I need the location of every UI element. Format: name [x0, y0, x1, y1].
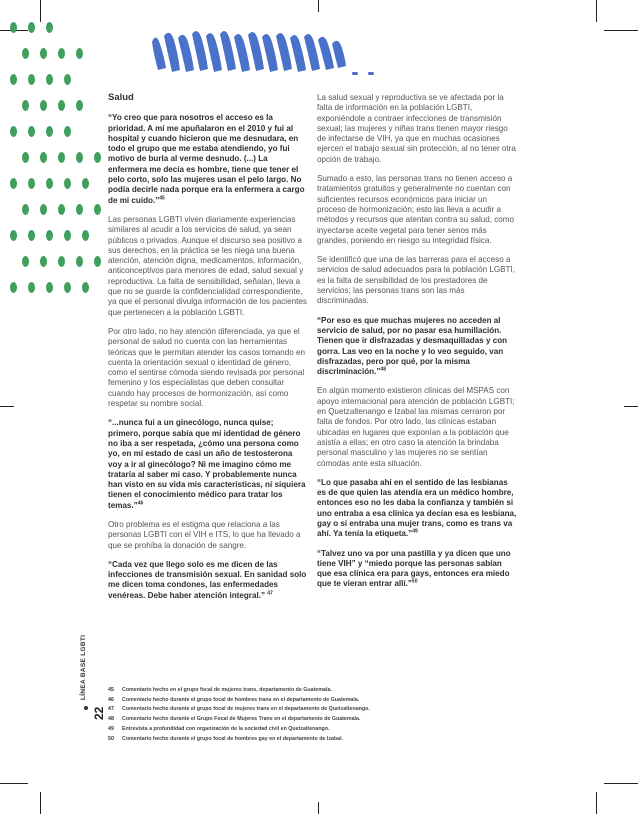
quote-text: “Talvez uno va por una pastilla y ya dicen que uno tiene VIH” y “miedo porque las personas sabían que esa clínica era para gays, entonces era miedo que te vieran entrar allí.”: [317, 548, 511, 589]
body-paragraph: En algún momento existieron clínicas del MSPAS con apoyo internacional para atención de población LGBTI; en Quetzaltenango e Izabal las mismas cerraron por falta de fondos. Por otro lado, las clínicas estaban ubicadas en lugares que exponían a la población que asistía a ellas; en otro caso la atención la brindaba personal masculino y las mujeres no se sentían cómodas ante esta situación.: [317, 386, 515, 468]
sidebar-bullet: [84, 706, 88, 710]
decorative-dot: [64, 282, 71, 293]
quote-paragraph: [317, 316, 517, 378]
footnote-text: Comentario hecho en el grupo focal de mujeres trans, departamento de Guatemala.: [122, 687, 332, 693]
decorative-dot: [28, 178, 35, 189]
decorative-dot: [76, 204, 83, 215]
decorative-dot: [64, 178, 71, 189]
body-paragraph: Las personas LGBTI viven diariamente experiencias similares al acudir a los servicios de salud, ya sean públicos o privados. Aunque el discurso sea positivo a sus derechos, en la práctica se les niega una buena atención, atención digna, medicamentos, información, anticonceptivos para menores de edad, salud sexual y reproductiva. La falta de sensibilidad, señalan, lleva a que no se guarde la confidencialidad correspondiente, ya que el personal divulga información de los pacientes que pertenecen a la población LGBTI.: [108, 214, 307, 317]
decorative-dot-pattern: [0, 0, 110, 310]
footnote-ref: 49: [412, 528, 418, 535]
brush-fragment: [368, 72, 374, 75]
body-paragraph: Sumado a esto, las personas trans no tienen acceso a tratamientos gratuitos y generalmente no cuentan con suficientes recursos económicos para iniciar un proceso de hormonización; esto las lleva a acudir a métodos y recursos que atentan contra su salud, como inyectarse aceite vegetal para tener senos más grandes, poniendo en riesgo su integridad física.: [317, 174, 515, 245]
footnote: [108, 725, 528, 735]
decorative-dot: [22, 204, 29, 215]
decorative-dot: [64, 74, 71, 85]
decorative-dot: [76, 152, 83, 163]
decorative-dot: [46, 22, 53, 33]
decorative-dot: [76, 100, 83, 111]
decorative-dot: [64, 230, 71, 241]
footnote-ref: 46: [137, 500, 144, 506]
footnote-number: 50: [108, 735, 114, 742]
decorative-dot: [58, 48, 65, 59]
decorative-dot: [22, 48, 29, 59]
footnote-text: Comentario hecho durante el grupo focal de mujeres trans en el departamento de Quetzaltenango.: [122, 706, 370, 713]
decorative-dot: [10, 178, 17, 189]
decorative-dot: [58, 256, 65, 267]
crop-mark: [318, 0, 319, 12]
decorative-dot: [82, 282, 89, 293]
quote-text: “...nunca fui a un ginecólogo, nunca quise; primero, porque sabía que mi identidad de género no iba a ser respetada, ¿cómo una persona como yo, en mi estado de casi un año de testosterona voy a ir al ginecólogo? Ni me imagino cómo me trataría al saber mi caso. Y probablemente nunca han visto en su vida mis características, ni siquiera tienen el conocimiento médico para tratar los temas.”: [108, 418, 306, 510]
quote-paragraph: [317, 478, 517, 540]
decorative-dot: [94, 152, 101, 163]
decorative-dot: [28, 230, 35, 241]
footnote-ref: 45: [159, 194, 165, 201]
decorative-dot: [46, 126, 53, 137]
decorative-dot: [40, 256, 47, 267]
quote-text: “Lo que pasaba ahí en el sentido de las lesbianas es de que quien las atendía era un médico hombre, entonces eso no les daba la confianza y también si uno entraba a esa clínica ya decían esa es lesbiana, gay o si entraba una mujer trans, como es trans va ahí. Ya tenía la etiqueta.”: [317, 477, 517, 539]
decorative-dot: [40, 152, 47, 163]
footnote-number: 49: [108, 725, 114, 732]
decorative-dot: [28, 22, 35, 33]
decorative-dot: [64, 126, 71, 137]
footnote-number: 46: [108, 696, 114, 703]
decorative-dot: [58, 204, 65, 215]
decorative-dot: [10, 22, 17, 33]
decorative-dot: [10, 230, 17, 241]
crop-mark: [624, 406, 638, 407]
quote-text: “Yo creo que para nosotros el acceso es la prioridad. A mí me apuñalaron en el 2010 y fui al hospital y cuando hicieron que me desnudara, en todo el grupo que me estaba atendiendo, yo fui motivo de burla al verme desnudo. (...) La enfermera me decía es hombre, tiene que tener el pelo corto, solo las mujeres usan el pelo largo. No podía decirle nada porque era la enfermera a cargo de mi cuido.”: [108, 113, 305, 205]
footnote: [108, 686, 528, 696]
decorative-dot: [28, 74, 35, 85]
footnote: [108, 715, 528, 725]
decorative-dot: [76, 256, 83, 267]
decorative-dot: [46, 282, 53, 293]
footnotes: [108, 686, 528, 744]
left-column: [108, 93, 308, 610]
quote-paragraph: [108, 418, 308, 511]
decorative-dot: [58, 100, 65, 111]
footnote: [108, 705, 528, 715]
decorative-dot: [40, 48, 47, 59]
decorative-dot: [94, 256, 101, 267]
decorative-dot: [22, 256, 29, 267]
footnote-number: 48: [108, 716, 114, 723]
decorative-dot: [46, 74, 53, 85]
crop-mark: [0, 783, 28, 784]
decorative-dot: [10, 126, 17, 137]
footnote-ref: 48: [380, 366, 386, 373]
footnote-ref: 47: [267, 590, 273, 597]
quote-text: “Por eso es que muchas mujeres no acceden al servicio de salud, por no pasar esa humillación. Tienen que ir disfrazadas y desmaquilladas y con gorra. Las veo en la noche y lo veo seguido, van disfrazadas, pero por qué, por la misma discriminación.”: [317, 315, 508, 377]
crop-mark: [596, 0, 597, 22]
decorative-dot: [40, 100, 47, 111]
decorative-dot: [46, 178, 53, 189]
brush-stroke-decoration: [148, 22, 348, 77]
decorative-dot: [82, 230, 89, 241]
footnote-number: 47: [108, 706, 114, 713]
decorative-dot: [58, 152, 65, 163]
sidebar-section-label: LÍNEA BASE LGBTI: [80, 634, 87, 700]
decorative-dot: [22, 100, 29, 111]
crop-mark: [0, 406, 14, 407]
crop-mark: [40, 792, 41, 814]
footnote-number: 45: [108, 687, 114, 693]
decorative-dot: [10, 282, 17, 293]
brush-fragment: [352, 72, 358, 75]
section-heading: Salud: [108, 92, 134, 103]
crop-mark: [604, 30, 638, 31]
decorative-dot: [76, 48, 83, 59]
decorative-dot: [10, 74, 17, 85]
decorative-dot: [28, 126, 35, 137]
footnote: [108, 735, 528, 745]
body-paragraph: La salud sexual y reproductiva se ve afectada por la falta de información en la población LGBTI, exponiéndole a contraer infecciones de transmisión sexual; las mujeres y niñas trans tienen mayor riesgo de infectarse de VIH, ya que en muchas ocasiones ejercen el trabajo sexual sin protección, al no tener otra opción de trabajo.: [317, 93, 516, 164]
quote-paragraph: [108, 113, 308, 206]
decorative-dot: [22, 152, 29, 163]
crop-mark: [318, 802, 319, 814]
right-column: [317, 93, 517, 599]
body-paragraph: Otro problema es el estigma que relaciona a las personas LGBTI con el VIH e ITS, lo que ha llevado a que se prohíba la donación de sangre.: [108, 519, 301, 550]
footnote-text: Entrevista a profundidad con organización de la sociedad civil en Quetzaltenango.: [122, 725, 330, 732]
decorative-dot: [46, 230, 53, 241]
footnote: [108, 696, 528, 706]
decorative-dot: [94, 204, 101, 215]
body-paragraph: Se identificó que una de las barreras para el acceso a servicios de salud adecuados para la población LGBTI, es la falta de sensibilidad de los prestadores de servicios; las personas trans son las más discriminadas.: [317, 255, 515, 306]
quote-text: “Cada vez que llego solo es me dicen de las infecciones de transmisión sexual. En sanidad solo me dicen toma condones, las enfermedades venéreas. Debe haber atención integral.”: [108, 559, 307, 600]
page-number: 22: [92, 706, 106, 720]
footnote-ref: 50: [411, 578, 418, 585]
footnote-text: Comentario hecho durante el grupo focal de hombres trans en el departamento de Guatemala.: [122, 696, 360, 703]
quote-paragraph: [317, 549, 517, 590]
footnote-text: Comentario hecho durante el Grupo Focal de Mujeres Trans en el departamento de Guatemala.: [122, 716, 361, 723]
decorative-dot: [28, 282, 35, 293]
decorative-dot: [82, 178, 89, 189]
decorative-dot: [40, 204, 47, 215]
body-paragraph: Por otro lado, no hay atención diferenciada, ya que el personal de salud no cuenta con las herramientas teóricas que le permitan atender los casos tomando en cuenta la orientación sexual o identidad de género, como el sentirse cómoda siendo revisada por personal femenino y los especialistas que deben consultar cuando hay procesos de hormonización, así como respetar su nombre social.: [108, 326, 306, 409]
crop-mark: [604, 783, 638, 784]
crop-mark: [596, 792, 597, 814]
quote-paragraph: [108, 560, 308, 601]
footnote-text: Comentario hecho durante el grupo focal de hombres gay en el departamento de Izabal.: [122, 735, 344, 742]
